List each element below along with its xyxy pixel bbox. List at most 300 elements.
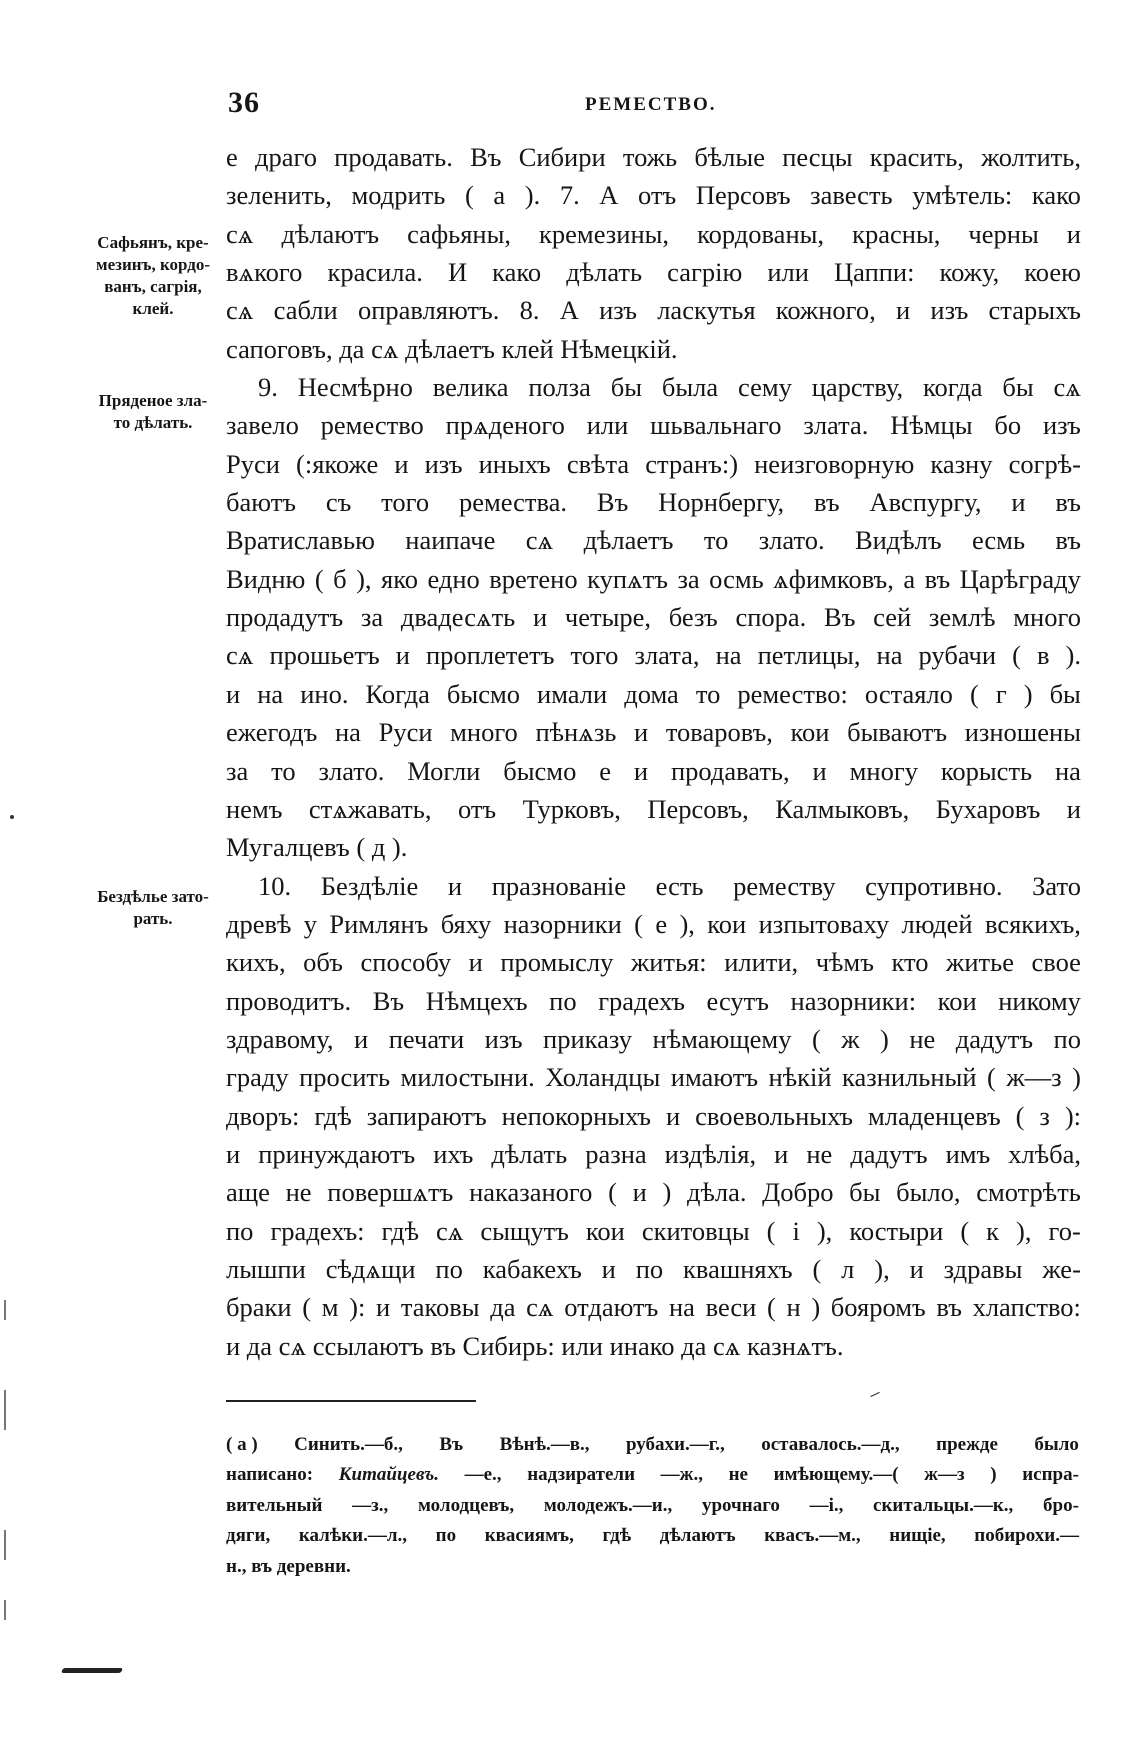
word: бываютъ [847, 717, 948, 748]
word: съ [325, 487, 352, 518]
body-line [226, 1135, 1081, 1173]
word: Бухаровъ [935, 793, 1041, 824]
word: ремества. [458, 487, 568, 518]
scan-edge-line [4, 1530, 6, 1560]
word: чѣмъ [815, 947, 874, 978]
word: на [335, 717, 361, 748]
scan-edge-line [4, 1600, 6, 1620]
word: Персовъ [695, 180, 791, 211]
word: прѧденого [445, 410, 565, 441]
body-line [226, 406, 1081, 444]
word: дома [624, 678, 679, 709]
word: или [586, 410, 629, 441]
word: у [303, 908, 318, 939]
word: и [632, 1177, 647, 1208]
word: бысмо [446, 678, 520, 709]
word: то [703, 525, 729, 556]
word: и [226, 678, 241, 709]
word: есмь [971, 525, 1026, 556]
word: въ [814, 487, 840, 518]
word: веси [705, 1292, 757, 1323]
body-line [226, 675, 1081, 713]
word: сагрію [667, 257, 743, 288]
word: ихъ [433, 1138, 474, 1169]
word: назорники: [790, 985, 917, 1016]
word: сапоговъ, да сѧ дѣлаетъ клей Нѣмецкій. [226, 333, 678, 364]
footnote-word: квасъ.—м., [764, 1525, 861, 1547]
word: аще [226, 1177, 270, 1208]
word: з [1039, 1100, 1050, 1131]
word: четыре, [564, 602, 652, 633]
footnote-word: надзиратели [527, 1464, 636, 1486]
word: того [570, 640, 619, 671]
word: Въ [372, 985, 405, 1016]
word: всякихъ, [984, 908, 1081, 939]
word: свѣта [566, 448, 630, 479]
word: полза [528, 372, 591, 403]
word: купѧтъ [587, 563, 668, 594]
margin-note-line: ванъ, сагрія, [104, 277, 202, 296]
word: ( [314, 563, 324, 594]
word: е [655, 908, 668, 939]
word: в [1036, 640, 1050, 671]
word: злата. [803, 410, 869, 441]
word: ), [356, 563, 372, 594]
word: не [285, 1177, 312, 1208]
word: ) [662, 1177, 672, 1208]
body-line [226, 598, 1081, 636]
word: сей [873, 602, 912, 633]
word: Вратиславью [226, 525, 375, 556]
word: свое [1031, 947, 1081, 978]
footnote-word: —е., [464, 1464, 502, 1486]
word: баютъ [226, 487, 296, 518]
word: кихъ, [226, 947, 286, 978]
word: квашняхъ [683, 1253, 793, 1284]
word: тожь [622, 142, 678, 172]
word: проплететъ [425, 640, 555, 671]
word: Авспургу, [869, 487, 982, 518]
word: градехъ: [270, 1215, 365, 1246]
word: продавать. [334, 142, 453, 172]
word: то [695, 678, 721, 709]
word: запираютъ [366, 1100, 487, 1131]
word: пѣнѧзь [535, 717, 617, 748]
word: иныхъ [478, 448, 551, 479]
word: илити, [724, 947, 799, 978]
word: 9. [258, 372, 278, 403]
word: двадесѧть [400, 602, 516, 633]
word: умѣтель: [912, 180, 1013, 211]
word: на [715, 640, 742, 671]
word: к [986, 1215, 1000, 1246]
footnote-word: молодежъ.—и., [543, 1494, 673, 1516]
word: младенцевъ [867, 1100, 1001, 1131]
word: Норнбергу, [658, 487, 785, 518]
word: сему [738, 372, 792, 403]
word: браки [226, 1292, 292, 1323]
word: и [533, 602, 548, 633]
word: отъ [457, 793, 497, 824]
footnote-line [226, 1521, 1079, 1551]
word: ж [841, 1023, 860, 1054]
word: и [1066, 218, 1081, 249]
word: въ [1055, 487, 1081, 518]
word: и [1066, 793, 1081, 824]
word: ), [874, 1253, 890, 1284]
word: за [677, 563, 700, 594]
word: житье [946, 947, 1014, 978]
word: странъ:) [645, 448, 739, 479]
word: изъ [599, 295, 637, 326]
word: ( [608, 1177, 617, 1208]
word: ): [349, 1292, 366, 1323]
footnote-word: по [435, 1525, 457, 1547]
word: Бездѣліе [320, 870, 419, 901]
word: ремество: [737, 678, 848, 709]
margin-note-line: Пряденое зла- [98, 391, 208, 410]
footnote-word: побирохи.— [974, 1525, 1079, 1547]
word: завесть [810, 180, 893, 211]
word: кожного, [775, 295, 876, 326]
body-line [226, 560, 1081, 598]
body-line [226, 1327, 1081, 1365]
body-line [226, 1020, 1081, 1058]
word: печати [388, 1023, 465, 1054]
word: празнованіе [491, 870, 627, 901]
word: ежегодъ [226, 717, 318, 748]
word: рубачи [918, 640, 997, 671]
word: стѧжавать, [308, 793, 432, 824]
word: смотрѣть [976, 1177, 1081, 1208]
word: сѧ [1053, 372, 1081, 403]
word: кожу, [939, 257, 1000, 288]
word: м [321, 1292, 339, 1323]
word: и [895, 295, 911, 326]
word: и [1011, 487, 1026, 518]
word: кабакехъ [482, 1253, 582, 1284]
word: И [447, 257, 468, 288]
word: изношены [964, 717, 1081, 748]
word: объ [303, 947, 343, 978]
word: было, [896, 1177, 961, 1208]
word: Руси [378, 717, 433, 748]
word: ) [1072, 1062, 1081, 1093]
word: имъ [945, 1138, 991, 1169]
word: людей [901, 908, 973, 939]
word: ( [302, 1292, 312, 1323]
word: проводитъ. [226, 985, 352, 1016]
word: Сибири [518, 142, 606, 172]
word: модрить [351, 180, 446, 211]
word: имаютъ [670, 1062, 759, 1093]
body-line [226, 1212, 1081, 1250]
footnote-word: —ж., [660, 1464, 703, 1486]
body-text [226, 138, 1081, 1365]
word: а [493, 180, 506, 211]
word: бѣлые [694, 142, 765, 172]
footnote-word: нищіе, [889, 1525, 946, 1547]
word: красить, [869, 142, 964, 172]
word: за [226, 755, 249, 786]
word: и [665, 1100, 681, 1131]
word: бы [610, 372, 643, 403]
body-line [226, 905, 1081, 943]
body-line [226, 636, 1081, 674]
word: Мугалцевъ ( д ). [226, 832, 408, 863]
word: 10. [258, 870, 292, 901]
word: продадутъ [226, 602, 344, 633]
margin-note-idleness [78, 886, 228, 930]
word: изъ [1042, 410, 1081, 441]
word: вретено [489, 563, 578, 594]
word: и [447, 870, 463, 901]
word: бы [1002, 372, 1034, 403]
word: зеленить, [226, 180, 332, 211]
footnote-word: Китайцевъ. [338, 1464, 439, 1486]
word: 8. [519, 295, 540, 326]
word: А [559, 295, 579, 326]
word: наипаче [405, 525, 496, 556]
word: бо [994, 410, 1022, 441]
stray-mark [870, 1392, 879, 1397]
word: въ [936, 1292, 962, 1323]
footnote-word: не [728, 1464, 748, 1486]
word: Турковъ, [522, 793, 621, 824]
word: л [841, 1253, 855, 1284]
word: ) [811, 1292, 821, 1323]
word: ( [960, 1215, 970, 1246]
body-line [226, 521, 1081, 559]
word: дѣлать [491, 1138, 568, 1169]
word: есутъ [706, 985, 769, 1016]
body-line [226, 483, 1081, 521]
body-line [226, 368, 1081, 406]
word: казну [930, 448, 993, 479]
footnote-word: испра- [1022, 1464, 1079, 1486]
word: оправляютъ. [357, 295, 500, 326]
footnote-word: было [1034, 1434, 1079, 1455]
word: по [226, 1215, 254, 1246]
footnote-word: оставалось.—д., [761, 1434, 900, 1455]
footnote-divider [226, 1400, 476, 1402]
word: Несмѣрно [297, 372, 413, 403]
word: ремество [320, 410, 424, 441]
word: безъ [668, 602, 718, 633]
body-line [226, 752, 1081, 790]
word: на [257, 678, 284, 709]
scan-artifact-mark [61, 1668, 123, 1673]
word: многу [849, 755, 918, 786]
word: товаровъ, [665, 717, 773, 748]
footnote-line [226, 1491, 1079, 1521]
word: и [468, 947, 483, 978]
word: приказу [543, 1023, 633, 1054]
word: злата, [634, 640, 700, 671]
margin-note-line: Бездѣлье зато- [97, 887, 209, 906]
word: кремезины, [539, 218, 670, 249]
word: сыщутъ [480, 1215, 569, 1246]
word: б [333, 563, 347, 594]
word: промыслу [500, 947, 614, 978]
word: ( [766, 1292, 776, 1323]
word: просить [299, 1062, 391, 1093]
word: красила. [327, 257, 423, 288]
word: своевольныхъ [695, 1100, 854, 1131]
word: бяху [440, 908, 492, 939]
body-line [226, 1173, 1081, 1211]
margin-note-line: Сафьянъ, кре- [97, 233, 209, 252]
footnote-word: рубахи.—г., [625, 1434, 725, 1455]
body-line [226, 713, 1081, 751]
word: ), [1016, 1215, 1032, 1246]
word: въ [1055, 525, 1081, 556]
word: старыхъ [988, 295, 1081, 326]
word: красны, [852, 218, 941, 249]
word: Холандцы [545, 1062, 661, 1093]
word: и [375, 1292, 391, 1323]
word: изъ [424, 448, 463, 479]
footnote-line [226, 1552, 1079, 1582]
word: спора. [735, 602, 807, 633]
word: много [450, 717, 518, 748]
word: бы [1049, 678, 1081, 709]
word: неизговорную [754, 448, 915, 479]
word: и [394, 448, 409, 479]
body-line [226, 1097, 1081, 1135]
word: наказаного [469, 1177, 593, 1208]
word: песцы [782, 142, 853, 172]
footnote-word: Вѣнѣ.—в., [499, 1434, 590, 1455]
body-line [226, 790, 1081, 828]
word: Нѣмцы [890, 410, 973, 441]
margin-note-line: клей. [132, 299, 174, 318]
footnote-word: дѣлаютъ [659, 1525, 736, 1547]
word: Добро [762, 1177, 834, 1208]
word: и [601, 1253, 616, 1284]
word: на [876, 640, 903, 671]
word: драго [254, 142, 317, 172]
word: ж—з [1006, 1062, 1062, 1093]
footnote-word: скитальцы.—к., [873, 1494, 1014, 1516]
word: дворъ: [226, 1100, 300, 1131]
word: коею [1024, 257, 1081, 288]
word: како [492, 257, 542, 288]
word: дадутъ [850, 1138, 928, 1169]
word: казнильный [842, 1062, 977, 1093]
word: хлѣба, [1008, 1138, 1081, 1169]
word: сафьяны, [407, 218, 511, 249]
word: сѧ [226, 640, 254, 671]
footnote-word: ж—з [924, 1464, 965, 1486]
page-number: 36 [228, 86, 260, 119]
word: согрѣ- [1008, 448, 1081, 479]
word: въ [924, 563, 951, 594]
word: и [395, 640, 410, 671]
footnotes [226, 1430, 1079, 1582]
body-line [226, 1288, 1081, 1326]
word: дѣлаютъ [281, 218, 380, 249]
word: г [995, 678, 1007, 709]
word: когда [922, 372, 983, 403]
body-line [226, 253, 1081, 291]
footnote-word: прежде [936, 1434, 998, 1455]
word: гдѣ [381, 1215, 419, 1246]
word: ): [1064, 1100, 1081, 1131]
word: и [774, 1138, 789, 1169]
word: завело [226, 410, 299, 441]
word: дадутъ [955, 1023, 1034, 1054]
word: и да сѧ ссылаютъ въ Сибирь: или инако да сѧ казнѧтъ. [226, 1330, 844, 1361]
word: или [767, 257, 809, 288]
word: дѣла. [686, 1177, 747, 1208]
word: сѣдѧщи [325, 1253, 416, 1284]
word: костыри [849, 1215, 944, 1246]
word: Нѣмцехъ [425, 985, 528, 1016]
word: А [599, 180, 619, 211]
word: Калмыковъ, [775, 793, 910, 824]
body-line [226, 138, 1081, 176]
word: непокорныхъ [501, 1100, 652, 1131]
footnote-word: —з., [352, 1494, 389, 1516]
word: злато. [318, 755, 385, 786]
body-line [226, 982, 1081, 1020]
word: кои [707, 908, 747, 939]
word: по [635, 1253, 664, 1284]
word: бысмо [503, 755, 577, 786]
word: ( [1015, 1100, 1025, 1131]
word: хлапство: [972, 1292, 1081, 1323]
word: Персовъ, [647, 793, 749, 824]
word: Когда [365, 678, 430, 709]
word: едно [427, 563, 480, 594]
word: градехъ [598, 985, 685, 1016]
body-line [226, 1058, 1081, 1096]
word: житья: [630, 947, 707, 978]
word: вѧкого [226, 257, 303, 288]
footnote-word: н., въ деревни. [226, 1555, 351, 1577]
word: назорники [503, 908, 622, 939]
word: граду [226, 1062, 289, 1093]
word: черны [968, 218, 1039, 249]
word: злато. [758, 525, 825, 556]
word: разна [585, 1138, 647, 1169]
word: да [490, 1292, 516, 1323]
word: древѣ [226, 908, 292, 939]
word: і [792, 1215, 800, 1246]
word: е [226, 142, 238, 172]
word: принуждаютъ [258, 1138, 416, 1169]
word: кои [790, 717, 830, 748]
word: го- [1048, 1215, 1081, 1246]
word: ) [1023, 678, 1033, 709]
word: ) [880, 1023, 889, 1054]
footnote-word: квасиямъ, [484, 1525, 574, 1547]
word: ласкутья [657, 295, 756, 326]
word: изъ [930, 295, 969, 326]
word: ), [679, 908, 695, 939]
word: Въ [824, 602, 856, 633]
footnote-line [226, 1460, 1079, 1490]
word: милостыни. [400, 1062, 535, 1093]
word: то [271, 755, 296, 786]
word: бы [849, 1177, 881, 1208]
word: и [354, 1023, 369, 1054]
word: имали [537, 678, 608, 709]
footnote-word: Синить.—б., [294, 1434, 403, 1455]
body-line [226, 1250, 1081, 1288]
word: ). [524, 180, 541, 211]
